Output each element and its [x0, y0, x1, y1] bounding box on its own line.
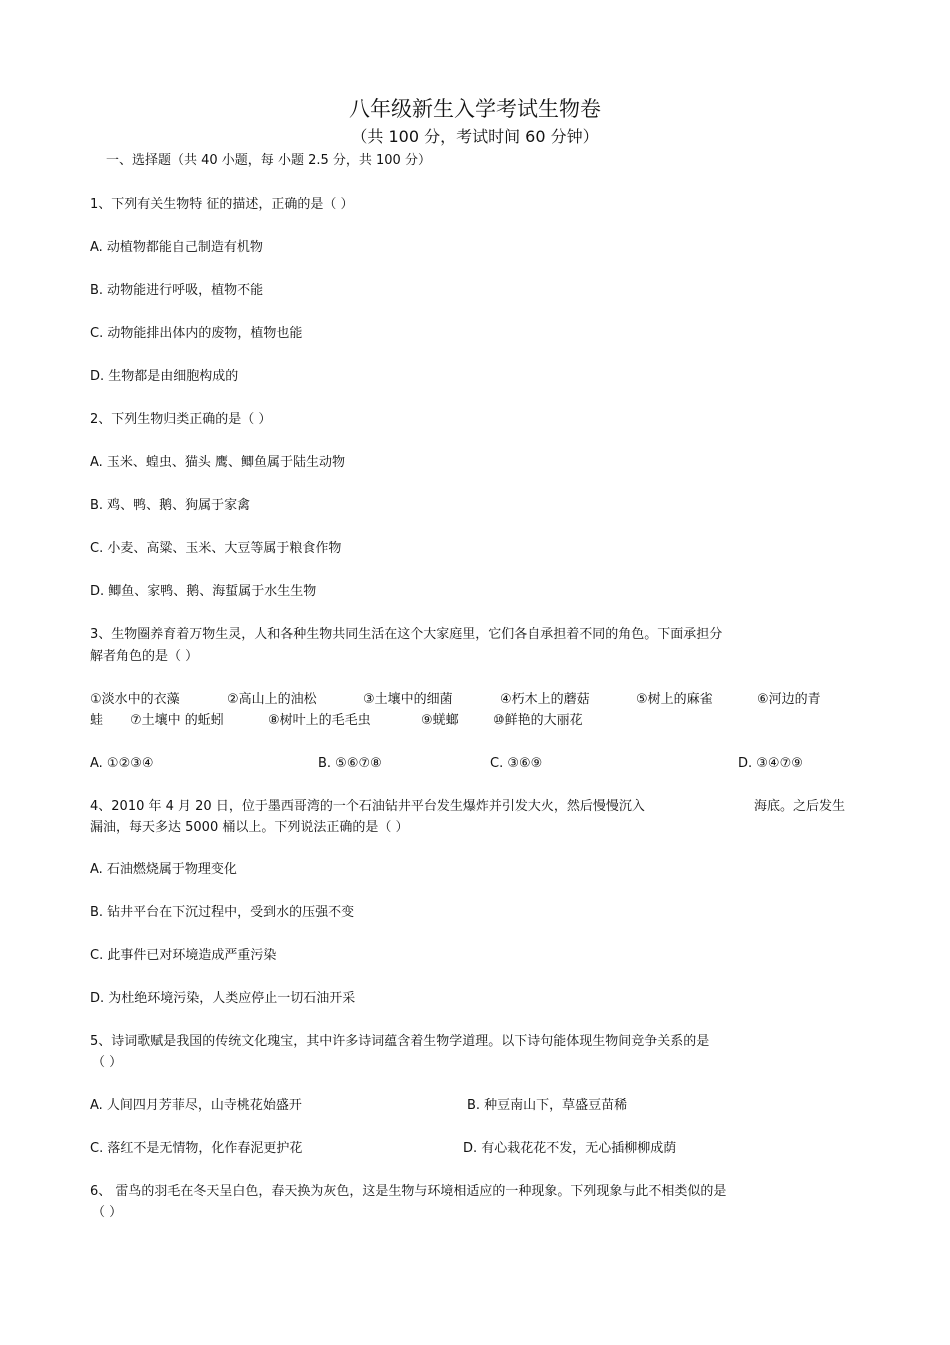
question-3-item: ①淡水中的衣藻	[90, 692, 180, 707]
question-1-option-d: D. 生物都是由细胞构成的	[90, 369, 239, 384]
question-1-option-c: C. 动物能排出体内的废物，植物也能	[90, 326, 303, 341]
question-3-item: ②高山上的油松	[227, 692, 317, 707]
question-4-option-b: B. 钻井平台在下沉过程中，受到水的压强不变	[90, 905, 355, 920]
question-1-stem: 1、下列有关生物特 征的描述，正确的是（ ）	[90, 197, 354, 212]
question-4-option-a: A. 石油燃烧属于物理变化	[90, 862, 237, 877]
question-3-item: ⑤树上的麻雀	[636, 692, 713, 707]
question-4-option-c: C. 此事件已对环境造成严重污染	[90, 948, 277, 963]
question-3-stem-line-2: 解者角色的是（ ）	[90, 649, 199, 664]
question-5-stem-line-2: （ ）	[92, 1055, 123, 1070]
question-4-option-d: D. 为杜绝环境污染，人类应停止一切石油开采	[90, 991, 356, 1006]
question-2-option-c: C. 小麦、高粱、玉米、大豆等属于粮食作物	[90, 541, 342, 556]
question-4-stem-line-1b: 海底。之后发生	[754, 799, 846, 814]
question-6-stem-line-2: （ ）	[92, 1205, 123, 1220]
page-subtitle: （共 100 分，考试时间 60 分钟）	[351, 127, 599, 146]
question-3-option-d: D. ③④⑦⑨	[738, 756, 803, 771]
question-1-option-b: B. 动物能进行呼吸，植物不能	[90, 283, 264, 298]
question-6-stem-line-1: 6、 雷鸟的羽毛在冬天呈白色，春天换为灰色，这是生物与环境相适应的一种现象。下列现象与此不相类似的是	[90, 1184, 727, 1199]
question-5-option-b: B. 种豆南山下，草盛豆苗稀	[467, 1098, 628, 1113]
page-title: 八年级新生入学考试生物卷	[349, 97, 601, 121]
question-3-item: ④朽木上的蘑菇	[500, 692, 590, 707]
question-2-option-a: A. 玉米、蝗虫、猫头 鹰、鲫鱼属于陆生动物	[90, 455, 346, 470]
question-3-option-c: C. ③⑥⑨	[490, 756, 543, 771]
question-3-item: ⑥河边的青	[757, 692, 821, 707]
question-5-option-d: D. 有心栽花花不发，无心插柳柳成荫	[463, 1141, 677, 1156]
question-3-item: ⑨蜣螂	[421, 713, 459, 728]
question-5-option-c: C. 落红不是无情物，化作春泥更护花	[90, 1141, 303, 1156]
question-2-option-b: B. 鸡、鸭、鹅、狗属于家禽	[90, 498, 251, 513]
question-5-option-a: A. 人间四月芳菲尽，山寺桃花始盛开	[90, 1098, 302, 1113]
question-3-item: 蛙	[90, 713, 104, 728]
question-2-stem: 2、下列生物归类正确的是（ ）	[90, 412, 272, 427]
question-4-stem-line-1a: 4、2010 年 4 月 20 日，位于墨西哥湾的一个石油钻井平台发生爆炸并引发大火，然后慢慢沉入	[90, 799, 645, 814]
section-heading: 一、选择题（共 40 小题，每 小题 2.5 分，共 100 分）	[106, 153, 431, 168]
question-2-option-d: D. 鲫鱼、家鸭、鹅、海蜇属于水生生物	[90, 584, 317, 599]
question-3-option-b: B. ⑤⑥⑦⑧	[318, 756, 382, 771]
question-4-stem-line-2: 漏油，每天多达 5000 桶以上。下列说法正确的是（ ）	[90, 820, 409, 835]
question-3-item: ⑧树叶上的毛毛虫	[268, 713, 371, 728]
question-1-option-a: A. 动植物都能自己制造有机物	[90, 240, 263, 255]
question-3-item: ⑩鲜艳的大丽花	[493, 713, 583, 728]
question-3-option-a: A. ①②③④	[90, 756, 154, 771]
question-3-item: ⑦土壤中 的蚯蚓	[130, 713, 224, 728]
question-3-stem-line-1: 3、生物圈养育着万物生灵，人和各种生物共同生活在这个大家庭里，它们各自承担着不同的角色。下面承担分	[90, 627, 723, 642]
question-5-stem-line-1: 5、诗词歌赋是我国的传统文化瑰宝，其中许多诗词蕴含着生物学道理。以下诗句能体现生物间竞争关系的是	[90, 1034, 710, 1049]
question-3-item: ③土壤中的细菌	[363, 692, 453, 707]
